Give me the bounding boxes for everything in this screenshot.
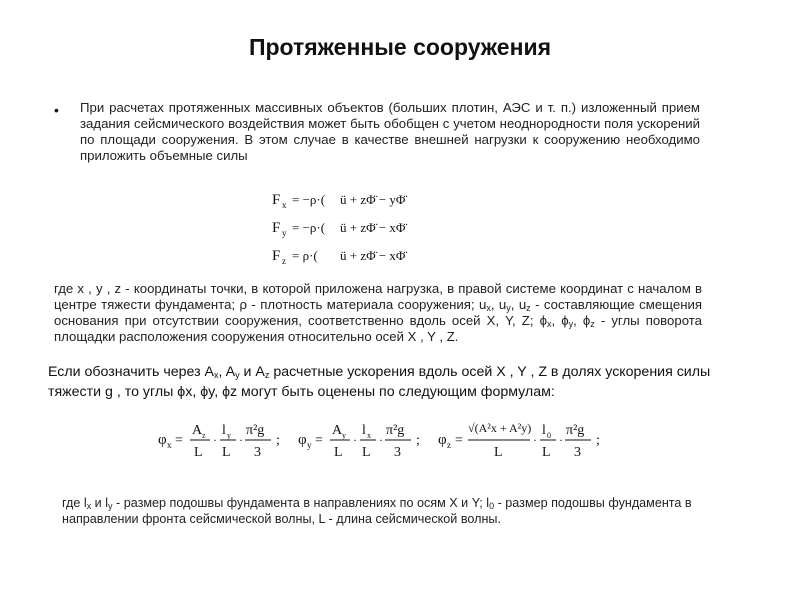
coords-sub-uz: z [526, 303, 531, 313]
phi-z-den3: 3 [574, 445, 581, 460]
phi-z-eq: = [455, 433, 463, 448]
phi-x-den1: L [194, 445, 203, 460]
coords-sub-ux: x [486, 303, 491, 313]
formula-phi-y [298, 423, 420, 460]
coords-sub-phiz: z [590, 319, 595, 329]
accel-text-2: расчетные ускорения вдоль осей X , Y , Z в долях ускорения силы тяжести g , то углы ϕx, ϕy, ϕz могут быть оценены по следующим формулам: [48, 364, 711, 400]
phi-y-dot-1: · [353, 433, 357, 447]
sizes-text-3: - размер подошвы фундамента в направлении фронта сейсмической волны, L - длина сейсмической волны. [62, 496, 692, 526]
phi-x-num3: π²g [246, 423, 265, 438]
phi-x-den3: 3 [254, 445, 261, 460]
sizes-paragraph [62, 495, 702, 527]
phi-x-num2: l [222, 423, 226, 438]
phi-y-num1-sub: y [342, 431, 346, 440]
slide-title: Протяженные сооружения [248, 34, 552, 60]
angle-formulas [158, 412, 608, 474]
force-y-rhs: = −ρ·( [292, 220, 326, 235]
phi-z-lhs-sub: z [447, 440, 451, 450]
phi-z-lhs: φ [438, 432, 447, 448]
force-equations [270, 186, 460, 270]
coords-sub-uy: y [506, 303, 511, 313]
accel-sub-x: x [214, 370, 219, 380]
phi-z-num2-sub: 0 [547, 431, 551, 440]
coords-text-1: где x , y , z - координаты точки, в которой приложена нагрузка, в правой системе координат с началом в центре тяжести фундамента; ρ - плотность материала сооружения; u [54, 281, 702, 312]
coords-comma-2: , u [510, 297, 527, 312]
phi-z-dot-1: · [533, 433, 537, 447]
phi-y-num3: π²g [386, 423, 405, 438]
phi-y-den3: 3 [394, 445, 401, 460]
phi-y-lhs: φ [298, 432, 307, 448]
phi-x-num2-sub: y [227, 431, 231, 440]
force-z-body: ü + zΦ̈ − xΦ̈ [340, 248, 406, 263]
accel-sub-y: y [235, 370, 240, 380]
phi-y-den2: L [362, 445, 371, 460]
sizes-sub-y: y [108, 501, 113, 511]
formula-phi-z [438, 421, 600, 460]
phi-z-dot-2: · [559, 433, 563, 447]
phi-x-den2: L [222, 445, 231, 460]
phi-x-separator: ; [276, 433, 280, 448]
coords-sub-phiy: y [568, 319, 574, 329]
force-x-body: ü + zΦ̈ − yΦ̈ [340, 192, 406, 207]
force-x-rhs: = −ρ·( [292, 192, 326, 207]
force-y-lhs-sub: y [282, 228, 287, 238]
phi-x-lhs-sub: x [167, 440, 172, 450]
coords-sub-phix: x [546, 319, 552, 329]
phi-z-den2: L [542, 445, 551, 460]
coords-comma-3: , ϕ [551, 313, 569, 328]
coordinates-paragraph [54, 281, 702, 345]
intro-paragraph: При расчетах протяженных массивных объектов (больших плотин, АЭС и т. п.) изложенный прием задания сейсмического воздействия может быть обобщен с учетом неоднородности поля ускорений по площади сооружения. В этом случае в качестве внешней нагрузки к сооружению необходимо приложить объемные силы [80, 100, 700, 163]
phi-z-num2: l [542, 423, 546, 438]
phi-x-num1: A [192, 423, 203, 438]
sizes-sub-x: x [86, 501, 92, 511]
force-x-lhs-sub: x [282, 200, 287, 210]
accel-and: и A [239, 364, 265, 380]
phi-y-num2-sub: x [367, 431, 371, 440]
phi-y-eq: = [315, 433, 323, 448]
sizes-and: и l [91, 496, 109, 510]
force-z-rhs: = ρ·( [292, 248, 318, 263]
sizes-text-1: где l [62, 496, 87, 510]
phi-y-num1: A [332, 423, 343, 438]
force-equation-x [272, 192, 407, 210]
force-z-lhs: F [272, 248, 281, 264]
accel-sub-z: z [264, 370, 270, 380]
phi-x-lhs: φ [158, 432, 167, 448]
force-x-lhs: F [272, 192, 281, 208]
phi-x-dot-2: · [239, 433, 243, 447]
sizes-sub-0: 0 [489, 501, 495, 511]
force-y-body: ü + zΦ̈ − xΦ̈ [340, 220, 406, 235]
phi-y-separator: ; [416, 433, 420, 448]
phi-x-num1-sub: z [202, 431, 206, 440]
force-equation-y [272, 220, 407, 238]
coords-comma-4: , ϕ [573, 313, 591, 328]
phi-z-den1: L [494, 445, 503, 460]
phi-y-lhs-sub: y [307, 440, 312, 450]
accel-text-1: Если обозначить через A [48, 364, 215, 380]
phi-z-num1: √(A²x + A²y) [468, 421, 532, 435]
coords-text-3: - углы поворота площадки расположения сооружения относительно осей X , Y , Z. [54, 313, 702, 344]
phi-y-den1: L [334, 445, 343, 460]
force-equation-z [272, 248, 407, 266]
force-y-lhs: F [272, 220, 281, 236]
coords-text-2: - составляющие смещения основания при отсутствии сооружения, соответственно вдоль осей X, Y, Z; ϕ [54, 297, 702, 328]
phi-x-eq: = [175, 433, 183, 448]
phi-y-dot-2: · [379, 433, 383, 447]
coords-comma-1: , u [490, 297, 507, 312]
bullet-marker: • [54, 102, 59, 118]
force-z-lhs-sub: z [282, 256, 286, 266]
accel-comma-1: , A [218, 364, 236, 380]
phi-x-dot-1: · [213, 433, 217, 447]
formula-phi-x [158, 423, 280, 460]
phi-z-num3: π²g [566, 423, 585, 438]
sizes-text-2: - размер подошвы фундамента в направлениях по осям X и Y; l [112, 496, 490, 510]
phi-z-separator: ; [596, 433, 600, 448]
acceleration-paragraph [48, 362, 748, 402]
phi-y-num2: l [362, 423, 366, 438]
